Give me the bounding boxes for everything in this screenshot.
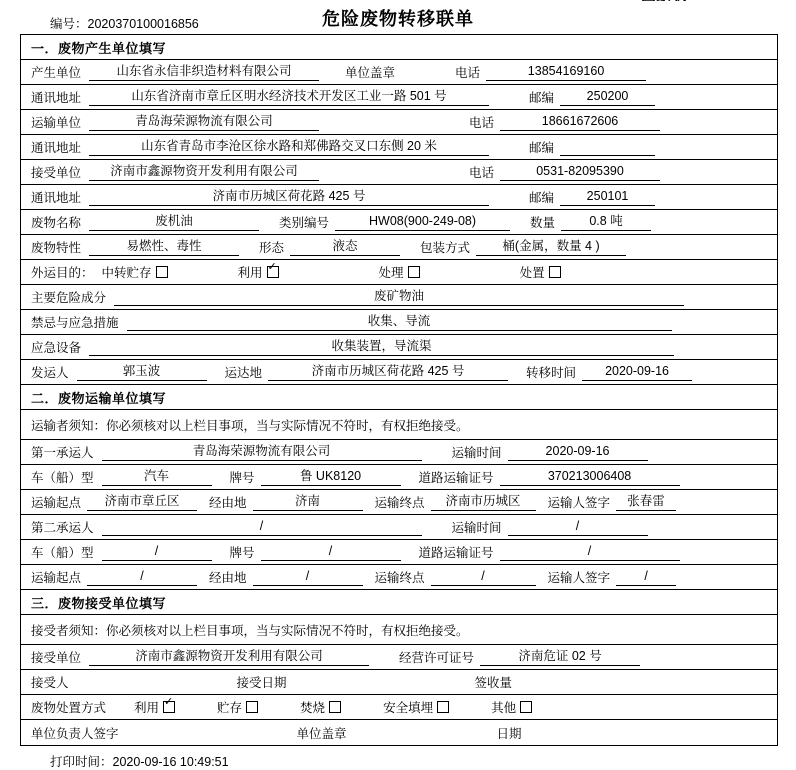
zip-value[interactable]: 250200 — [560, 89, 655, 106]
purpose-option-dispose-label: 处置 — [519, 266, 545, 280]
transport-time2-value[interactable]: / — [508, 519, 648, 536]
row-transport-unit — [21, 110, 777, 135]
disposal-label: 废物处置方式 — [31, 701, 107, 715]
row-leader-sign — [21, 720, 777, 745]
permit-value[interactable]: 济南危证 02 号 — [480, 649, 640, 666]
vehicle2-label: 车（船）型 — [31, 546, 94, 560]
taboo-label: 禁忌与应急措施 — [31, 316, 119, 330]
leader-sign-value[interactable] — [127, 724, 257, 741]
carrier2-value[interactable]: / — [102, 519, 422, 536]
package-label: 包装方式 — [420, 241, 471, 255]
disposal-option-store-label: 贮存 — [217, 701, 243, 715]
receiver-address-value[interactable]: 济南市历城区荷花路 425 号 — [89, 189, 489, 206]
row-route1 — [21, 490, 777, 515]
sign2-label: 运输人签字 — [547, 571, 611, 585]
seal-label: 单位盖章 — [345, 66, 396, 80]
main-component-value[interactable]: 废矿物油 — [114, 289, 684, 306]
license2-label: 道路运输证号 — [418, 546, 494, 560]
via1-label: 经由地 — [209, 496, 247, 510]
producer-label: 产生单位 — [31, 66, 82, 80]
transport-unit-value[interactable]: 青岛海荣源物流有限公司 — [89, 114, 319, 131]
waste-name-label: 废物名称 — [31, 216, 82, 230]
quantity-value[interactable]: 0.8 吨 — [561, 214, 651, 231]
transport-zip-value[interactable] — [560, 139, 655, 156]
via1-value[interactable]: 济南 — [253, 494, 363, 511]
print-time-value: 2020-09-16 10:49:51 — [112, 755, 229, 769]
transfer-form-table — [20, 34, 778, 746]
license2-value[interactable]: / — [500, 544, 680, 561]
purpose-option-utilize-checkbox[interactable] — [267, 266, 279, 278]
equipment-value[interactable]: 收集装置，导流渠 — [89, 339, 674, 356]
purpose-option-dispose-checkbox[interactable] — [549, 266, 561, 278]
row-vehicle2 — [21, 540, 777, 565]
disposal-option-utilize-checkbox[interactable] — [163, 701, 175, 713]
transport-time2-label: 运输时间 — [451, 521, 502, 535]
receiver-phone-label: 电话 — [469, 166, 495, 180]
carrier1-value[interactable]: 青岛海荣源物流有限公司 — [102, 444, 422, 461]
transfer-time-value[interactable]: 2020-09-16 — [582, 364, 692, 381]
section-2-heading: 二．废物运输单位填写 — [21, 385, 777, 410]
sign1-label: 运输人签字 — [547, 496, 611, 510]
row-carrier1 — [21, 440, 777, 465]
print-time — [20, 752, 776, 770]
disposal-option-landfill-checkbox[interactable] — [437, 701, 449, 713]
via2-label: 经由地 — [209, 571, 247, 585]
license1-label: 道路运输证号 — [418, 471, 494, 485]
dest1-value[interactable]: 济南市历城区 — [431, 494, 536, 511]
receive-date-value[interactable] — [295, 674, 465, 691]
transport-notice — [21, 410, 777, 440]
vehicle2-value[interactable]: / — [102, 544, 212, 561]
corner-mark — [641, 0, 686, 1]
transport-time1-value[interactable]: 2020-09-16 — [508, 444, 648, 461]
receiver-person-value[interactable] — [77, 674, 227, 691]
row-waste-name — [21, 210, 777, 235]
section-1-heading: 一．废物产生单位填写 — [21, 35, 777, 60]
receiver-value[interactable]: 济南市鑫源物资开发利用有限公司 — [89, 164, 319, 181]
row-equipment — [21, 335, 777, 360]
arrival-value[interactable]: 济南市历城区荷花路 425 号 — [268, 364, 508, 381]
transport-time1-label: 运输时间 — [451, 446, 502, 460]
row-disposal-method — [21, 695, 777, 720]
transport-address-value[interactable]: 山东省青岛市李沧区徐水路和郑佛路交叉口东侧 20 米 — [89, 139, 489, 156]
package-value[interactable]: 桶(金属，数量 4 ) — [476, 239, 626, 256]
form-label: 形态 — [259, 241, 285, 255]
row-producer-address — [21, 85, 777, 110]
transport-phone-label: 电话 — [469, 116, 495, 130]
receiver-address-label: 通讯地址 — [31, 191, 82, 205]
doc-number-label: 编号： — [50, 17, 88, 31]
document-header — [20, 0, 776, 34]
row-main-component — [21, 285, 777, 310]
taboo-value[interactable]: 收集、导流 — [127, 314, 672, 331]
sign1-value[interactable]: 张春雷 — [616, 494, 676, 511]
purpose-option-treat-checkbox[interactable] — [408, 266, 420, 278]
address-value[interactable]: 山东省济南市章丘区明水经济技术开发区工业一路 501 号 — [89, 89, 489, 106]
row-producer — [21, 60, 777, 85]
row-receiver-address — [21, 185, 777, 210]
disposal-option-utilize-label: 利用 — [134, 701, 160, 715]
disposal-option-incinerate-label: 焚烧 — [300, 701, 326, 715]
sender-value[interactable]: 郭玉波 — [77, 364, 207, 381]
plate1-value[interactable]: 鲁 UK8120 — [261, 469, 401, 486]
row-receiver-unit — [21, 160, 777, 185]
dest2-label: 运输终点 — [374, 571, 425, 585]
date-value[interactable] — [530, 724, 660, 741]
phone-label: 电话 — [455, 66, 481, 80]
plate2-value[interactable]: / — [261, 544, 401, 561]
transport-notice-text: 运输者须知：你必须核对以上栏目事项，当与实际情况不符时，有权拒绝接受。 — [31, 418, 469, 433]
origin1-label: 运输起点 — [31, 496, 82, 510]
row-carrier2 — [21, 515, 777, 540]
receiver-label: 接受单位 — [31, 166, 82, 180]
receive-qty-value[interactable] — [520, 674, 660, 691]
receiver-zip-label: 邮编 — [529, 191, 555, 205]
unit-seal-label: 单位盖章 — [296, 726, 347, 741]
receive-date-label: 接受日期 — [236, 676, 287, 690]
equipment-label: 应急设备 — [31, 341, 82, 355]
transport-address-label: 通讯地址 — [31, 141, 82, 155]
transfer-time-label: 转移时间 — [526, 366, 577, 380]
purpose-option-utilize-label: 利用 — [237, 266, 263, 280]
receive-qty-label: 签收量 — [474, 676, 513, 690]
date-label: 日期 — [496, 726, 522, 741]
permit-label: 经营许可证号 — [399, 651, 475, 665]
row-receiver-unit-3 — [21, 645, 777, 670]
disposal-option-other-label: 其他 — [491, 701, 517, 715]
row-sender — [21, 360, 777, 385]
purpose-label: 外运目的： — [31, 266, 94, 280]
leader-sign-label: 单位负责人签字 — [31, 726, 119, 741]
form-value[interactable]: 液态 — [290, 239, 400, 256]
page-title: 危险废物转移联单 — [322, 9, 474, 29]
print-time-label: 打印时间： — [50, 755, 113, 769]
receiver-notice-text: 接受者须知：你必须核对以上栏目事项，当与实际情况不符时，有权拒绝接受。 — [31, 623, 469, 638]
row-receive-person — [21, 670, 777, 695]
arrival-label: 运达地 — [224, 366, 263, 380]
receiver-notice — [21, 615, 777, 645]
sender-label: 发运人 — [31, 366, 69, 380]
receiver-unit-value[interactable]: 济南市鑫源物资开发利用有限公司 — [89, 649, 369, 666]
origin2-value[interactable]: / — [87, 569, 197, 586]
disposal-option-store-checkbox[interactable] — [246, 701, 258, 713]
receiver-zip-value[interactable]: 250101 — [560, 189, 655, 206]
property-value[interactable]: 易燃性、毒性 — [89, 239, 239, 256]
disposal-option-incinerate-checkbox[interactable] — [329, 701, 341, 713]
origin1-value[interactable]: 济南市章丘区 — [87, 494, 197, 511]
purpose-option-transfer-storage-label: 中转贮存 — [101, 266, 152, 280]
zip-label: 邮编 — [529, 91, 555, 105]
vehicle1-label: 车（船）型 — [31, 471, 94, 485]
plate2-label: 牌号 — [229, 546, 255, 560]
row-taboo — [21, 310, 777, 335]
vehicle1-value[interactable]: 汽车 — [102, 469, 212, 486]
phone-value[interactable]: 13854169160 — [486, 64, 646, 81]
row-purpose — [21, 260, 777, 285]
plate1-label: 牌号 — [229, 471, 255, 485]
carrier1-label: 第一承运人 — [31, 446, 94, 460]
address-label: 通讯地址 — [31, 91, 82, 105]
receiver-unit-label: 接受单位 — [31, 651, 82, 665]
sign2-value[interactable]: / — [616, 569, 676, 586]
purpose-option-transfer-storage-checkbox[interactable] — [156, 266, 168, 278]
disposal-option-other-checkbox[interactable] — [520, 701, 532, 713]
transport-unit-label: 运输单位 — [31, 116, 82, 130]
quantity-label: 数量 — [530, 216, 556, 230]
producer-value[interactable]: 山东省永信非织造材料有限公司 — [89, 64, 319, 81]
category-label: 类别编号 — [279, 216, 330, 230]
waste-name-value[interactable]: 废机油 — [89, 214, 259, 231]
receiver-person-label: 接受人 — [31, 676, 69, 690]
carrier2-label: 第二承运人 — [31, 521, 94, 535]
doc-number-value: 2020370100016856 — [87, 17, 199, 31]
via2-value[interactable]: / — [253, 569, 363, 586]
license1-value[interactable]: 370213006408 — [500, 469, 680, 486]
receiver-phone-value[interactable]: 0531-82095390 — [500, 164, 660, 181]
dest1-label: 运输终点 — [374, 496, 425, 510]
main-component-label: 主要危险成分 — [31, 291, 107, 305]
purpose-option-treat-label: 处理 — [378, 266, 404, 280]
row-vehicle1 — [21, 465, 777, 490]
property-label: 废物特性 — [31, 241, 82, 255]
section-3-heading: 三．废物接受单位填写 — [21, 590, 777, 615]
disposal-option-landfill-label: 安全填埋 — [383, 701, 434, 715]
origin2-label: 运输起点 — [31, 571, 82, 585]
row-route2 — [21, 565, 777, 590]
dest2-value[interactable]: / — [431, 569, 536, 586]
category-value[interactable]: HW08(900-249-08) — [335, 214, 510, 231]
transport-phone-value[interactable]: 18661672606 — [500, 114, 660, 131]
transport-zip-label: 邮编 — [529, 141, 555, 155]
row-waste-property — [21, 235, 777, 260]
row-transport-address — [21, 135, 777, 160]
